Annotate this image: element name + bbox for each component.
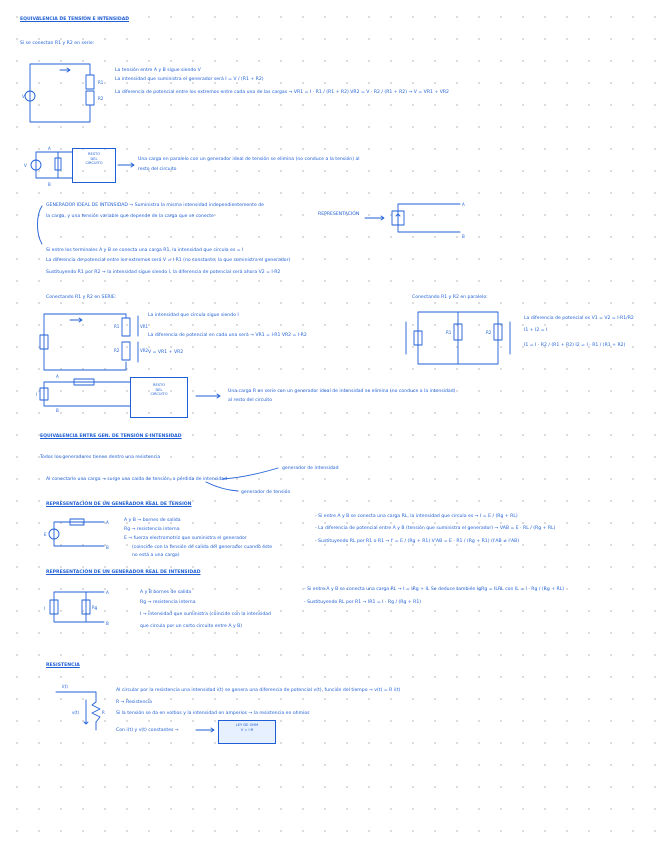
s7-bullet-3: - Sustituyendo RL por R1 o R1 → I' = E / (Rg + R1) V'AB = E · R1 / (Rg + R1) (I'AB ≠ I'AB) xyxy=(315,539,520,544)
s4-parallel-1: La diferencia de potencial es V1 = V2 = I·R1/R2 xyxy=(524,316,634,321)
label-r2: R2 xyxy=(114,348,120,353)
circuit-real-voltage-generator xyxy=(44,519,109,550)
s3-bullet-3: Sustituyendo R1 por R2 → la intensidad sigue siendo I, la diferencia de potencial será ahora V2 = I·R2 xyxy=(46,270,281,275)
equivalence-annotations xyxy=(206,468,278,491)
s3-bullet-2: La diferencia de potencial entre los extremos será V = I·R1 (no constante, la que suministra el generador) xyxy=(46,258,291,263)
current-source-brace xyxy=(38,202,466,244)
block-label-2: DEL xyxy=(90,156,98,161)
s8-legend-1: A y B bornes de salida xyxy=(140,590,192,595)
s5-text-1: Una carga R en serie con un generador ideal de intensidad se elimina (no conduce a la intensidad) xyxy=(228,389,456,394)
s8-bullet-1: - Si entre A y B se conecta una carga RL → I = IRg + IL Se deduce también IgRg = ILRL con IL = I · Rg / (Rg + RL) xyxy=(304,587,565,592)
label-v: V xyxy=(22,94,25,99)
s2-text-1: Una carga en paralelo con un generador ideal de tensión se elimina (no conduce a la tensión) al xyxy=(138,157,360,162)
s7-legend-4: (coincide con la tensión de salida del generador cuando éste xyxy=(132,545,273,550)
circuit-load-parallel-source xyxy=(24,146,134,187)
s3-bullet-1: Si entre los terminales A y B se conecta una carga R1, la intensidad que circula es = I xyxy=(46,248,244,253)
s7-legend-2: Rg → resistencia interna xyxy=(124,527,180,532)
block-label-3: CIRCUITO xyxy=(85,161,103,166)
s8-legend-2: Rg → resistencia interna xyxy=(140,600,196,605)
label-a: A xyxy=(56,374,59,379)
s2-text-2: resto del circuito xyxy=(138,167,177,172)
s7-legend-5: no está a una carga) xyxy=(132,553,180,558)
block-label-2: DEL xyxy=(155,387,163,392)
label-r2: R2 xyxy=(98,96,104,101)
series-voltage-intro: Si se conectan R1 y R2 en serie: xyxy=(20,41,95,46)
s8-legend-4: que circula por un corto circuito entre A y B) xyxy=(140,624,243,629)
current-source-paragraph-1: GENERADOR IDEAL DE INTENSIDAD → Suministra la misma intensidad independientemente de xyxy=(46,203,264,208)
equivalence-intro: Todos los generadores tienen dentro una resistencia xyxy=(40,455,161,460)
circuit-resistance xyxy=(56,684,214,732)
s9-line-2: R → Resistencia xyxy=(116,700,152,705)
s1-bullet-2: La intensidad que suministra el generador será I = V / (R1 + R2) xyxy=(115,77,264,82)
resistor-r1 xyxy=(122,318,130,336)
s5-text-2: al resto del circuito xyxy=(228,398,273,403)
s9-line-4: Con i(t) y v(t) constantes → xyxy=(116,728,179,733)
label-i: I xyxy=(36,392,38,397)
label-v: V xyxy=(24,163,27,168)
s7-bullet-2: - La diferencia de potencial entre A y B (tensión que suministra el generador) → VAB = E · RL / (Rg + RL) xyxy=(315,526,556,531)
resistor-zigzag xyxy=(92,702,100,722)
label-a: A xyxy=(106,590,109,595)
s9-line-3: Si la tensión se da en voltios y la intensidad en amperios → la resistencia en ohmios xyxy=(116,711,310,716)
s7-legend-3: E → fuerza electromotriz que suministra el generador xyxy=(124,536,247,541)
block-label-1: RESTO xyxy=(152,383,166,387)
label-r1: R1 xyxy=(446,330,452,335)
note-voltage-generator: generador de tensión xyxy=(241,490,291,495)
block-label-3: CIRCUITO xyxy=(150,392,168,397)
resistor-r2 xyxy=(122,342,130,360)
current-source-paragraph-2: la carga, y una tensión variable que depende de la carga que se conecte xyxy=(46,214,214,219)
label-b: B xyxy=(48,182,51,187)
label-r1: R1 xyxy=(98,80,104,85)
label-r1: R1 xyxy=(114,324,120,329)
s4-parallel-3: I1 = I · R2 / (R1 + R2) I2 = I · R1 / (R1 + R2) xyxy=(524,343,626,348)
equivalence-title: EQUIVALENCIA ENTRE GEN. DE TENSIÓN E INTENSIDAD xyxy=(40,434,182,439)
ohms-law-formula: V = I·R xyxy=(240,727,254,732)
s4-parallel-2: I1 + I2 = I xyxy=(524,328,548,333)
s7-bullet-1: - Si entre A y B se conecta una carga RL, la intensidad que circula es → I = E / (Rg + RL) xyxy=(315,514,518,519)
s9-line-1: Al circular por la resistencia una intensidad i(t) se genera una diferencia de potencial v(t), función del tiempo → v(t) = R i(t) xyxy=(116,688,401,693)
circuit-parallel-current xyxy=(406,312,510,364)
label-r2: R2 xyxy=(486,330,492,335)
label-b: B xyxy=(106,545,109,550)
label-r: R xyxy=(102,710,105,715)
series-current-title: Conectando R1 y R2 en SERIE: xyxy=(46,295,117,300)
ohms-law-title: LEY DE OHM xyxy=(235,723,259,727)
s4-series-3: V = VR1 + VR2 xyxy=(148,350,184,355)
representation-label: REPRESENTACIÓN xyxy=(318,212,360,217)
resistor-r1 xyxy=(86,75,94,89)
s8-bullet-2: - Sustituyendo RL por R1 → IR1 = I · Rg / (Rg + R1) xyxy=(304,600,422,605)
label-it: i(t) xyxy=(62,684,68,689)
s1-bullet-1: La tensión entre A y B sigue siendo V xyxy=(115,68,201,73)
circuit-load-series-current-source xyxy=(36,374,220,413)
s1-bullet-3: La diferencia de potencial entre los extremos entre cada una de las cargas → VR1 = I · R1 / (R1 + R2) VR2 = V · R2 / (R1 + R2) → V = VR1 + VR2 xyxy=(115,90,449,95)
equivalence-line: Al conectarle una carga → surge una caída de tensión, o pérdida de intensidad xyxy=(46,477,228,482)
page-title: EQUIVALENCIA DE TENSIÓN E INTENSIDAD xyxy=(20,17,130,22)
label-a: A xyxy=(106,520,109,525)
real-voltage-generator-title: REPRESENTACIÓN DE UN GENERADOR REAL DE TENSIÓN xyxy=(46,502,192,507)
s7-legend-1: A y B → bornes de salida xyxy=(124,518,181,523)
s4-series-1: La intensidad que circula sigue siendo I xyxy=(148,313,239,318)
circuit-series-voltage xyxy=(22,64,104,122)
label-a: A xyxy=(48,146,51,151)
label-rg: Rg xyxy=(92,605,98,610)
s8-legend-3: I → intensidad que suministra (coincide con la intensidad xyxy=(140,612,271,617)
s4-series-2: La diferencia de potencial en cada una será → VR1 = I·R1 VR2 = I·R2 xyxy=(148,333,307,338)
note-current-generator: generador de intensidad xyxy=(282,466,339,471)
real-current-generator-title: REPRESENTACIÓN DE UN GENERADOR REAL DE INTENSIDAD xyxy=(46,570,201,575)
label-b: B xyxy=(56,408,59,413)
parallel-current-title: Conectando R1 y R2 en paralelo: xyxy=(412,295,488,300)
circuit-series-current xyxy=(40,314,149,370)
label-i: I xyxy=(44,606,46,611)
label-e: E xyxy=(44,532,47,537)
resistance-title: RESISTENCIA xyxy=(46,663,80,668)
label-b: B xyxy=(462,234,465,239)
block-label-1: RESTO xyxy=(87,152,101,156)
resistor-r2 xyxy=(86,91,94,105)
label-vr2: VR2 xyxy=(140,348,149,353)
label-b: B xyxy=(106,621,109,626)
circuit-real-current-generator xyxy=(44,590,109,626)
label-vr1: VR1 xyxy=(140,324,149,329)
label-a: A xyxy=(462,202,465,207)
label-vt: v(t) xyxy=(72,710,80,715)
